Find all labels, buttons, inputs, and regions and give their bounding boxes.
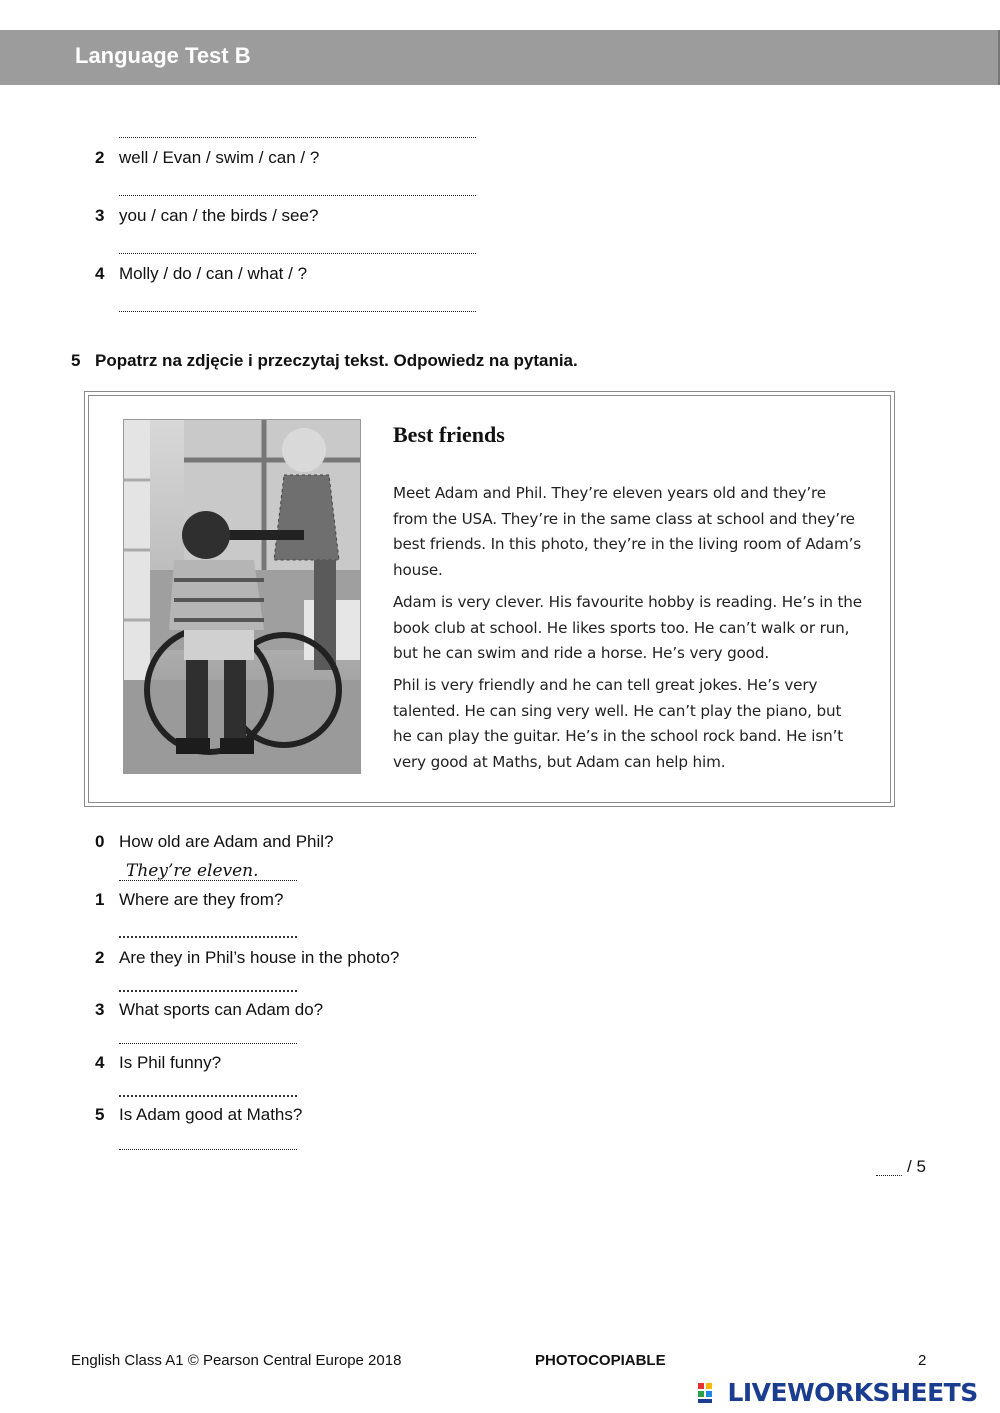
question-number: 0	[95, 832, 105, 851]
article-paragraph: Meet Adam and Phil. They’re eleven years old and they’re from the USA. They’re in the same class at school and they’re best friends. In this photo, they’re in the living room of Adam’s house.	[393, 484, 862, 580]
photo-illustration	[124, 420, 360, 773]
footer-page-number: 2	[918, 1352, 927, 1369]
article-title: Best friends	[393, 422, 505, 447]
question-text: Is Phil funny?	[119, 1053, 222, 1072]
example-answer: They’re eleven.	[126, 861, 259, 881]
exercise-instruction: Popatrz na zdjęcie i przeczytaj tekst. Odpowiedz na pytania.	[95, 351, 578, 370]
liveworksheets-icon	[697, 1381, 721, 1405]
answer-line[interactable]	[119, 253, 476, 254]
answer-line[interactable]	[119, 311, 476, 312]
answer-input[interactable]	[119, 1149, 297, 1150]
answer-line	[119, 880, 297, 881]
answer-line[interactable]	[119, 137, 476, 138]
question-number: 5	[95, 1105, 105, 1124]
question-number: 2	[95, 948, 105, 967]
question-text: Is Adam good at Maths?	[119, 1105, 303, 1124]
question-number: 3	[95, 1000, 105, 1019]
question-number: 1	[95, 890, 105, 909]
item-number: 4	[95, 264, 105, 283]
photo-boys-wheelchair	[123, 419, 361, 774]
answer-input[interactable]	[119, 990, 297, 992]
question-text: Where are they from?	[119, 890, 284, 909]
answer-input[interactable]	[119, 936, 297, 938]
score-input[interactable]	[876, 1175, 902, 1176]
exercise-number: 5	[71, 351, 81, 370]
question-text: How old are Adam and Phil?	[119, 832, 334, 851]
liveworksheets-wordmark: LIVEWORKSHEETS	[727, 1378, 978, 1407]
item-number: 2	[95, 148, 105, 167]
article-paragraph: Adam is very clever. His favourite hobby is reading. He’s in the book club at school. He likes sports too. He can’t walk or run, but he can swim and ride a horse. He’s very good.	[393, 593, 862, 663]
score-total: / 5	[907, 1157, 926, 1176]
page-title: Language Test B	[75, 43, 251, 68]
item-prompt: well / Evan / swim / can / ?	[119, 148, 320, 167]
footer-photocopiable: PHOTOCOPIABLE	[535, 1352, 666, 1369]
question-number: 4	[95, 1053, 105, 1072]
answer-input[interactable]	[119, 1095, 297, 1097]
item-prompt: Molly / do / can / what / ?	[119, 264, 308, 283]
article-paragraph: Phil is very friendly and he can tell great jokes. He’s very talented. He can sing very well. He can’t play the piano, but he can play the guitar. He’s in the school rock band. He isn’t very good at Maths, but Adam can help him.	[393, 676, 844, 772]
item-number: 3	[95, 206, 105, 225]
question-text: Are they in Phil’s house in the photo?	[119, 948, 400, 967]
liveworksheets-logo[interactable]	[697, 1378, 978, 1408]
answer-input[interactable]	[119, 1043, 297, 1044]
question-text: What sports can Adam do?	[119, 1000, 324, 1019]
footer-copyright: English Class A1 © Pearson Central Europe 2018	[71, 1352, 402, 1369]
item-prompt: you / can / the birds / see?	[119, 206, 319, 225]
answer-line[interactable]	[119, 195, 476, 196]
